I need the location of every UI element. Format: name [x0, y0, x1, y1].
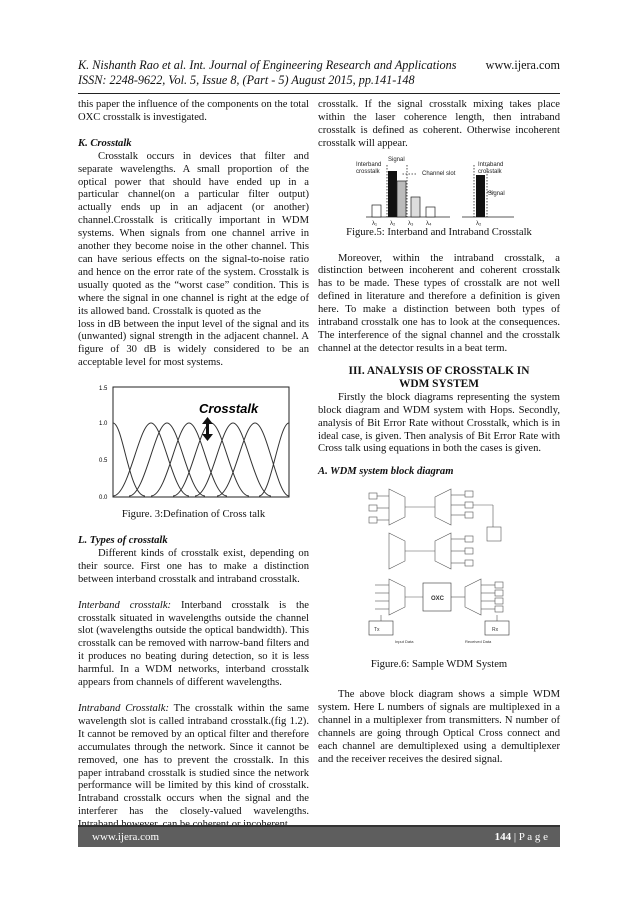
interband-crosstalk-label: crosstalk	[356, 168, 380, 175]
page-footer	[78, 825, 560, 847]
oxc-label: OXC	[431, 596, 445, 603]
y-tick-0-0: 0.0	[98, 495, 107, 502]
issn-line: ISSN: 2248-9622, Vol. 5, Issue 8, (Part - 5) August 2015, pp.141-148	[78, 73, 415, 87]
page-number-value: 144	[494, 831, 512, 843]
figure-5-interband-intraband	[354, 155, 524, 227]
page-word: | P a g e	[511, 831, 548, 843]
lambda-4: λ₄	[426, 220, 432, 227]
intraband-text: The crosstalk within the same wavelength slot is called intraband crosstalk.(fig 1.2). It cannot be removed by an optical filter and therefore accumulates through the network. Since it cannot be removed, one has to prevent the crosstalk. In this paper intraband crosstalk is studied since the network performance will be limited by this kind of crosstalk. Intraband crosstalk occurs when the signal and the interferer has the closely-valued wavelengths.	[78, 703, 309, 818]
signal-label: Signal	[388, 156, 405, 163]
left-column	[78, 99, 309, 832]
interband-text: Interband crosstalk is the crosstalk situated in wavelengths outside the channel slot (wavelengths outside the optical bandwidth). This crosstalk can be removed with narrow-band filters and it produces no beating during detection, so it is less harmful. In a WDM networks, interband crosstalk appears from channels of different wavelengths.	[78, 599, 309, 689]
input-data-label: Input Data	[395, 639, 414, 645]
journal-line: K. Nishanth Rao et al. Int. Journal of Engineering Research and Applications	[78, 58, 457, 72]
crosstalk-arrow	[202, 417, 213, 441]
page-header	[78, 58, 560, 88]
page-number	[495, 827, 548, 847]
crosstalk-label: Crosstalk	[198, 401, 258, 417]
types-paragraph: Different kinds of crosstalk exist, depending on their source. First one has to make a distinction between interband crosstalk and intraband crosstalk.	[78, 547, 309, 585]
channel-slot-label: Channel slot	[422, 170, 456, 177]
bar-lambda-3	[411, 197, 420, 217]
section-a-heading: A. WDM system block diagram	[318, 466, 454, 478]
lambda-1: λ₁	[372, 220, 378, 227]
bar-lambda-2	[397, 181, 406, 217]
lambda-2: λ₂	[390, 220, 396, 227]
y-tick-0-5: 0.5	[98, 458, 107, 465]
crosstalk-paragraph: Crosstalk occurs in devices that filter and separate wavelengths. A small proportion of the optical power that should have ended up in a particular channel(on a particular filter output) actually ends up in an adjacent (or another) channel.Crosstalk is critically important in WDM systems. When signals from one channel arrive in another they become noise in the other channel. This can have serious effects on the signal-to-noise ratio and hence on the error rate of the system. Crosstalk is usually quoted as the “worst case” condition. This is where the signal in one channel is right at the edge of its allowed band. Crosstalk is quoted as the	[78, 150, 309, 317]
intraband-paragraph	[78, 703, 309, 832]
section-3-heading-line2: WDM SYSTEM	[398, 378, 480, 391]
figure-5-caption: Figure.5: Interband and Intraband Crosstalk	[346, 226, 532, 238]
footer-site: www.ijera.com	[92, 831, 160, 843]
lambda-3: λ₃	[408, 220, 414, 227]
rx-label: Rx	[492, 627, 499, 634]
journal-site: www.ijera.com	[485, 58, 560, 72]
interband-term: Interband crosstalk:	[78, 599, 172, 611]
figure-6-wdm-system	[365, 483, 513, 649]
intraband-label: Intraband	[478, 161, 504, 168]
y-tick-1-5: 1.5	[98, 386, 107, 393]
signal-label-2: Signal	[488, 190, 505, 197]
figure-3-caption: Figure. 3:Defination of Cross talk	[121, 509, 266, 521]
right-column	[318, 99, 560, 767]
crosstalk-curves	[113, 423, 289, 496]
interband-label: Interband	[356, 161, 382, 168]
figure-6-caption: Figure.6: Sample WDM System	[370, 659, 508, 671]
figure-3-crosstalk-plot	[89, 383, 299, 501]
y-tick-1-0: 1.0	[98, 421, 107, 428]
header-rule	[78, 93, 560, 94]
intraband-crosstalk-label: crosstalk	[478, 168, 502, 175]
bar-lambda-4	[426, 207, 435, 217]
received-data-label: Received Data	[465, 639, 492, 645]
section-l-heading: L. Types of crosstalk	[78, 535, 168, 547]
wdm-description-paragraph: The above block diagram shows a simple WDM system. Here L numbers of signals are multiplexed in a channel in a multiplexer from transmitters. N number of channels are going through Optical Cross connect and each channel are demultiplexed using a demultiplexer and the receiver receives the desired signal.	[318, 689, 560, 765]
section-k-heading: K. Crosstalk	[78, 137, 132, 149]
section-3-heading: III. ANALYSIS OF CROSSTALK IN	[348, 364, 530, 377]
bar-lambda-1	[372, 205, 381, 217]
coherence-paragraph: crosstalk. If the signal crosstalk mixing takes place within the laser coherence length, then intraband crosstalk is defined as coherent. Otherwise incoherent crosstalk will appear.	[318, 99, 560, 149]
intro-paragraph: this paper the influence of the components on the total OXC crosstalk is investigated.	[78, 99, 309, 123]
analysis-paragraph: Firstly the block diagrams representing the system block diagram and WDM system with Hops. Secondly, analysis of Bit Error Rate without Crosstalk, which is in ideal case, is given. Then analysis of Bit Error Rate with Cross talk using equations in both the cases is given.	[318, 391, 560, 455]
tx-label: Tx	[374, 627, 380, 634]
distinction-paragraph: Moreover, within the intraband crosstalk, a distinction between incoherent and coherent crosstalk has to be made. These types of crosstalk are not well defined in literature and therefore a definition is given here. To make a distinction between both types of intraband crosstalk one has to look at the consequences. The interference of the signal channel and the crosstalk channel at the detector results in a beat term.	[318, 252, 560, 354]
bar-signal	[388, 171, 397, 217]
crosstalk-paragraph-cont: loss in dB between the input level of the signal and its (unwanted) signal strength in the adjacent channel. A figure of 30 dB is widely considered to be an acceptable level for most systems.	[78, 318, 309, 369]
bar-intraband	[476, 175, 485, 217]
interband-paragraph	[78, 600, 309, 690]
lambda-2b: λ₂	[476, 220, 482, 227]
intraband-term: Intraband Crosstalk:	[78, 703, 169, 714]
